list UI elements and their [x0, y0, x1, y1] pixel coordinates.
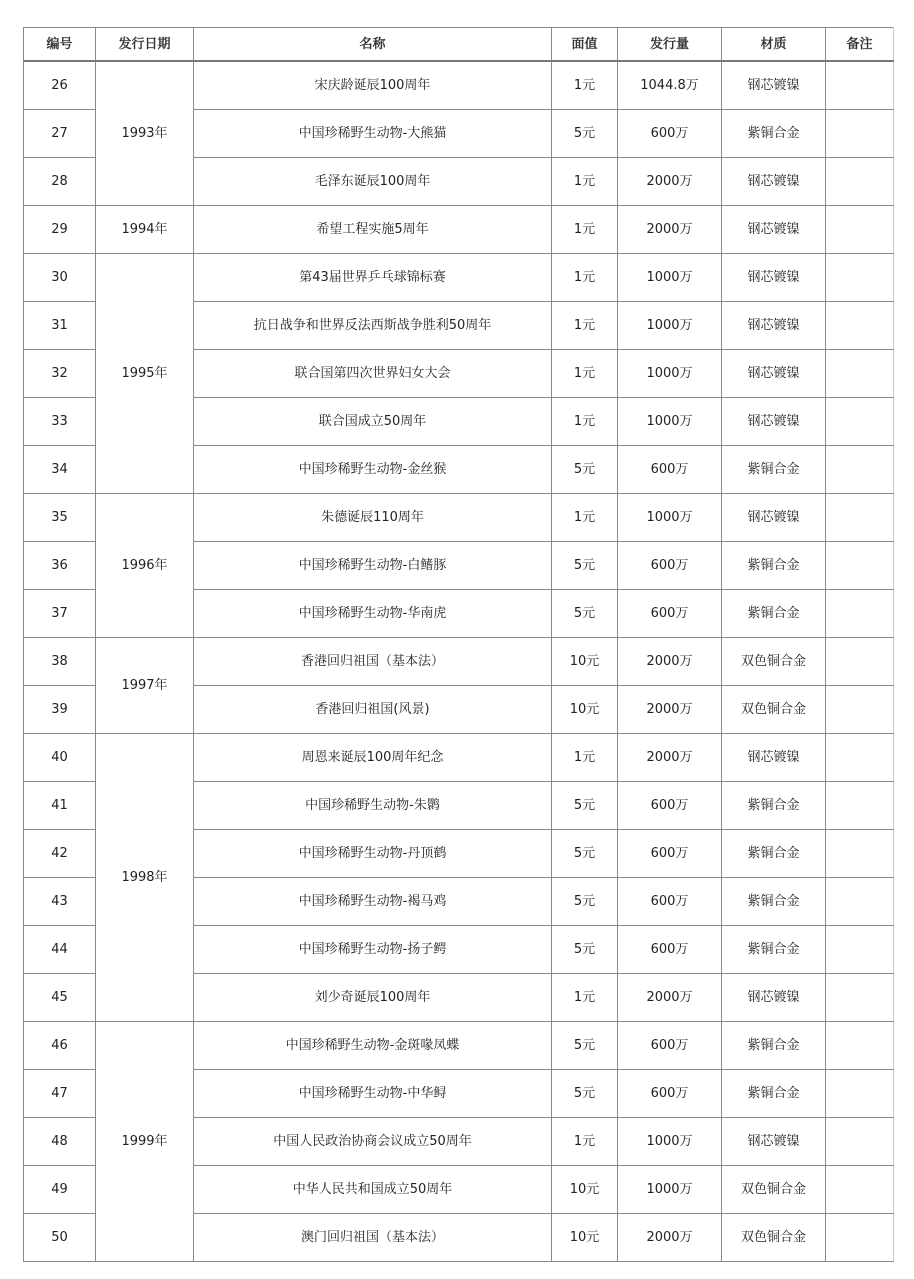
cell-name: 中国珍稀野生动物-褐马鸡: [194, 878, 552, 926]
cell-material: 钢芯镀镍: [722, 206, 826, 254]
cell-mintage: 1044.8万: [618, 61, 722, 110]
cell-number: 40: [24, 734, 96, 782]
cell-remark: [826, 494, 894, 542]
cell-face-value: 1元: [552, 398, 618, 446]
cell-issue-date: 1999年: [96, 1022, 194, 1262]
cell-name: 中国珍稀野生动物-扬子鳄: [194, 926, 552, 974]
cell-number: 48: [24, 1118, 96, 1166]
cell-remark: [826, 1022, 894, 1070]
cell-mintage: 2000万: [618, 158, 722, 206]
cell-face-value: 1元: [552, 61, 618, 110]
cell-remark: [826, 1214, 894, 1262]
cell-mintage: 600万: [618, 1022, 722, 1070]
cell-face-value: 1元: [552, 350, 618, 398]
cell-issue-date: 1995年: [96, 254, 194, 494]
cell-number: 43: [24, 878, 96, 926]
header-row: [24, 28, 894, 62]
cell-material: 双色铜合金: [722, 638, 826, 686]
header-material: 材质: [722, 28, 826, 62]
cell-material: 钢芯镀镍: [722, 494, 826, 542]
cell-face-value: 5元: [552, 782, 618, 830]
cell-mintage: 1000万: [618, 1166, 722, 1214]
table-row: [24, 734, 894, 782]
cell-name: 抗日战争和世界反法西斯战争胜利50周年: [194, 302, 552, 350]
cell-mintage: 1000万: [618, 1118, 722, 1166]
cell-material: 双色铜合金: [722, 1166, 826, 1214]
header-name: 名称: [194, 28, 552, 62]
cell-material: 紫铜合金: [722, 446, 826, 494]
cell-face-value: 10元: [552, 686, 618, 734]
cell-number: 45: [24, 974, 96, 1022]
cell-mintage: 600万: [618, 926, 722, 974]
cell-number: 41: [24, 782, 96, 830]
cell-mintage: 600万: [618, 830, 722, 878]
cell-name: 中国人民政治协商会议成立50周年: [194, 1118, 552, 1166]
cell-number: 42: [24, 830, 96, 878]
cell-remark: [826, 254, 894, 302]
cell-mintage: 1000万: [618, 254, 722, 302]
cell-face-value: 5元: [552, 1070, 618, 1118]
cell-material: 紫铜合金: [722, 782, 826, 830]
cell-remark: [826, 206, 894, 254]
cell-name: 中国珍稀野生动物-中华鲟: [194, 1070, 552, 1118]
cell-remark: [826, 110, 894, 158]
cell-face-value: 5元: [552, 878, 618, 926]
cell-face-value: 1元: [552, 734, 618, 782]
cell-number: 28: [24, 158, 96, 206]
cell-number: 46: [24, 1022, 96, 1070]
cell-material: 紫铜合金: [722, 542, 826, 590]
cell-remark: [826, 350, 894, 398]
cell-name: 中国珍稀野生动物-丹顶鹤: [194, 830, 552, 878]
cell-number: 34: [24, 446, 96, 494]
cell-remark: [826, 302, 894, 350]
cell-remark: [826, 398, 894, 446]
cell-face-value: 1元: [552, 974, 618, 1022]
cell-material: 钢芯镀镍: [722, 974, 826, 1022]
cell-number: 44: [24, 926, 96, 974]
cell-face-value: 10元: [552, 1214, 618, 1262]
cell-name: 中国珍稀野生动物-金斑喙凤蝶: [194, 1022, 552, 1070]
header-issue-date: 发行日期: [96, 28, 194, 62]
cell-mintage: 1000万: [618, 350, 722, 398]
cell-mintage: 2000万: [618, 206, 722, 254]
cell-material: 紫铜合金: [722, 926, 826, 974]
cell-remark: [826, 1118, 894, 1166]
cell-name: 刘少奇诞辰100周年: [194, 974, 552, 1022]
cell-face-value: 5元: [552, 926, 618, 974]
cell-face-value: 5元: [552, 830, 618, 878]
cell-mintage: 600万: [618, 446, 722, 494]
cell-mintage: 600万: [618, 110, 722, 158]
cell-issue-date: 1997年: [96, 638, 194, 734]
cell-name: 宋庆龄诞辰100周年: [194, 61, 552, 110]
cell-remark: [826, 158, 894, 206]
cell-name: 中国珍稀野生动物-白鳍豚: [194, 542, 552, 590]
cell-name: 希望工程实施5周年: [194, 206, 552, 254]
cell-remark: [826, 446, 894, 494]
cell-mintage: 2000万: [618, 974, 722, 1022]
cell-number: 30: [24, 254, 96, 302]
cell-name: 联合国第四次世界妇女大会: [194, 350, 552, 398]
header-face-value: 面值: [552, 28, 618, 62]
table-row: [24, 1022, 894, 1070]
cell-remark: [826, 61, 894, 110]
cell-name: 中国珍稀野生动物-朱鹮: [194, 782, 552, 830]
cell-number: 36: [24, 542, 96, 590]
cell-face-value: 5元: [552, 542, 618, 590]
cell-number: 49: [24, 1166, 96, 1214]
cell-material: 紫铜合金: [722, 878, 826, 926]
table-body: [24, 61, 894, 1262]
cell-mintage: 1000万: [618, 302, 722, 350]
cell-face-value: 5元: [552, 1022, 618, 1070]
cell-material: 钢芯镀镍: [722, 350, 826, 398]
cell-number: 47: [24, 1070, 96, 1118]
cell-face-value: 1元: [552, 206, 618, 254]
cell-remark: [826, 974, 894, 1022]
table-row: [24, 638, 894, 686]
cell-face-value: 5元: [552, 110, 618, 158]
cell-material: 紫铜合金: [722, 830, 826, 878]
cell-mintage: 2000万: [618, 734, 722, 782]
cell-issue-date: 1994年: [96, 206, 194, 254]
cell-material: 双色铜合金: [722, 1214, 826, 1262]
cell-name: 中华人民共和国成立50周年: [194, 1166, 552, 1214]
cell-number: 50: [24, 1214, 96, 1262]
cell-face-value: 10元: [552, 638, 618, 686]
table-row: [24, 61, 894, 110]
cell-face-value: 1元: [552, 158, 618, 206]
cell-number: 27: [24, 110, 96, 158]
cell-face-value: 1元: [552, 254, 618, 302]
cell-material: 钢芯镀镍: [722, 734, 826, 782]
header-remark: 备注: [826, 28, 894, 62]
cell-name: 中国珍稀野生动物-金丝猴: [194, 446, 552, 494]
cell-remark: [826, 1070, 894, 1118]
cell-material: 钢芯镀镍: [722, 254, 826, 302]
cell-material: 钢芯镀镍: [722, 158, 826, 206]
cell-mintage: 2000万: [618, 638, 722, 686]
cell-mintage: 600万: [618, 878, 722, 926]
cell-material: 钢芯镀镍: [722, 1118, 826, 1166]
cell-name: 香港回归祖国（基本法）: [194, 638, 552, 686]
cell-number: 37: [24, 590, 96, 638]
cell-mintage: 600万: [618, 1070, 722, 1118]
cell-face-value: 10元: [552, 1166, 618, 1214]
cell-material: 紫铜合金: [722, 110, 826, 158]
cell-issue-date: 1993年: [96, 61, 194, 206]
cell-face-value: 1元: [552, 302, 618, 350]
cell-material: 钢芯镀镍: [722, 302, 826, 350]
cell-face-value: 1元: [552, 1118, 618, 1166]
cell-name: 周恩来诞辰100周年纪念: [194, 734, 552, 782]
cell-mintage: 2000万: [618, 1214, 722, 1262]
cell-mintage: 1000万: [618, 398, 722, 446]
cell-number: 39: [24, 686, 96, 734]
cell-number: 32: [24, 350, 96, 398]
cell-mintage: 600万: [618, 590, 722, 638]
cell-remark: [826, 590, 894, 638]
cell-issue-date: 1996年: [96, 494, 194, 638]
cell-material: 双色铜合金: [722, 686, 826, 734]
cell-remark: [826, 782, 894, 830]
cell-number: 33: [24, 398, 96, 446]
cell-remark: [826, 638, 894, 686]
cell-name: 毛泽东诞辰100周年: [194, 158, 552, 206]
cell-name: 中国珍稀野生动物-华南虎: [194, 590, 552, 638]
cell-mintage: 2000万: [618, 686, 722, 734]
cell-mintage: 600万: [618, 542, 722, 590]
cell-remark: [826, 734, 894, 782]
table-row: [24, 494, 894, 542]
cell-remark: [826, 1166, 894, 1214]
header-number: 编号: [24, 28, 96, 62]
cell-number: 31: [24, 302, 96, 350]
cell-material: 紫铜合金: [722, 1022, 826, 1070]
cell-name: 联合国成立50周年: [194, 398, 552, 446]
cell-material: 钢芯镀镍: [722, 398, 826, 446]
header-mintage: 发行量: [618, 28, 722, 62]
cell-remark: [826, 686, 894, 734]
cell-mintage: 1000万: [618, 494, 722, 542]
cell-face-value: 5元: [552, 590, 618, 638]
table-row: [24, 254, 894, 302]
cell-remark: [826, 926, 894, 974]
cell-material: 紫铜合金: [722, 590, 826, 638]
table-row: [24, 206, 894, 254]
cell-name: 澳门回归祖国（基本法）: [194, 1214, 552, 1262]
cell-name: 香港回归祖国(风景): [194, 686, 552, 734]
cell-name: 朱德诞辰110周年: [194, 494, 552, 542]
cell-mintage: 600万: [618, 782, 722, 830]
cell-number: 29: [24, 206, 96, 254]
cell-face-value: 5元: [552, 446, 618, 494]
cell-name: 第43届世界乒乓球锦标赛: [194, 254, 552, 302]
cell-number: 35: [24, 494, 96, 542]
cell-remark: [826, 830, 894, 878]
cell-face-value: 1元: [552, 494, 618, 542]
cell-name: 中国珍稀野生动物-大熊猫: [194, 110, 552, 158]
commemorative-coin-table: [23, 27, 894, 1262]
cell-number: 38: [24, 638, 96, 686]
cell-remark: [826, 878, 894, 926]
cell-material: 紫铜合金: [722, 1070, 826, 1118]
cell-remark: [826, 542, 894, 590]
cell-material: 钢芯镀镍: [722, 61, 826, 110]
cell-issue-date: 1998年: [96, 734, 194, 1022]
cell-number: 26: [24, 61, 96, 110]
